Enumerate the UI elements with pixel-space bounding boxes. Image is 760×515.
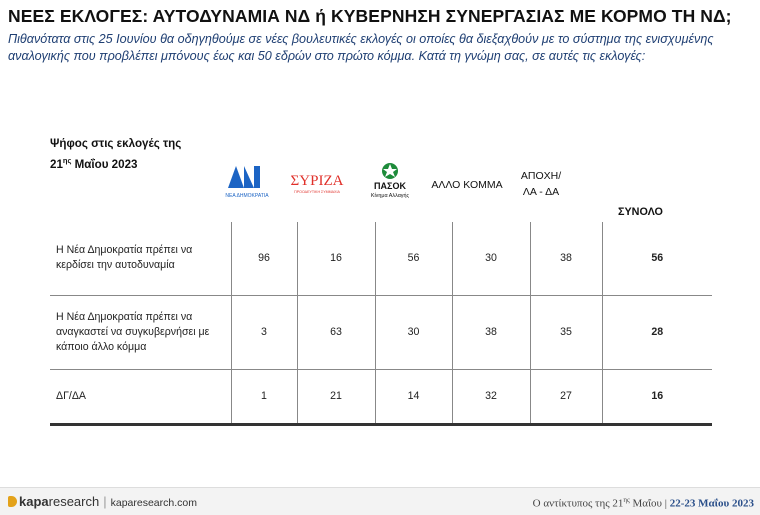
vote-header — [50, 135, 181, 173]
brand-logo-icon — [8, 496, 17, 507]
footer-caption — [533, 496, 754, 510]
table-row — [50, 369, 712, 424]
pasok-logo-caption: Κίνημα Αλλαγής — [370, 193, 410, 199]
vote-header-line1: Ψήφος στις εκλογές της — [50, 137, 182, 150]
footer-caption-prefix: Ο αντίκτυπος της 21 — [532, 497, 624, 510]
cell-pasok: 56 — [375, 222, 452, 295]
syriza-logo-icon — [287, 168, 347, 198]
footer-bar — [0, 487, 760, 515]
cell-allo: 30 — [452, 222, 530, 295]
cell-allo: 32 — [452, 369, 530, 424]
page-subtitle: Πιθανότατα στις 25 Ιουνίου θα οδηγηθούμε σε νέες βουλευτικές εκλογές οι οποίες θα διεξαχθούν με το σύστημα της ενισχυμένης αναλογικής που προβλέπει μπόνους έως και 50 εδρών στο πρώτο κόμμα. Κατά τη γνώμη σας, σε αυτές τις εκλογές: — [8, 32, 714, 63]
cell-apoxi: 27 — [530, 369, 602, 424]
vote-header-day: 21 — [50, 157, 63, 171]
cell-nd: 1 — [231, 369, 297, 424]
nd-logo — [224, 160, 270, 200]
pasok-logo — [369, 161, 411, 203]
brand-url[interactable]: kaparesearch.com — [110, 497, 197, 509]
syriza-logo-mark: ΣΥΡΙΖΑ — [290, 173, 344, 189]
brand — [8, 494, 197, 509]
col-allo-label: ΑΛΛΟ ΚΟΜΜΑ — [431, 179, 503, 191]
cell-nd: 96 — [231, 222, 297, 295]
row-label: ΔΓ/ΔΑ — [50, 369, 231, 424]
vote-header-line2 — [50, 152, 181, 173]
cell-syriza: 63 — [297, 295, 375, 369]
pasok-logo-mark: ΠΑΣΟΚ — [374, 181, 406, 191]
nd-logo-caption: ΝΕΑ ΔΗΜΟΚΡΑΤΙΑ — [225, 193, 269, 199]
vote-header-month: Μαΐου 2023 — [74, 157, 138, 171]
col-total-label: ΣΥΝΟΛΟ — [618, 206, 663, 218]
col-apoxi-label — [505, 168, 577, 200]
nd-logo-icon — [224, 160, 270, 200]
vote-header-day-sup: ης — [62, 156, 72, 165]
footer-caption-mid: Μαΐου | — [629, 497, 670, 510]
syriza-logo-caption: ΠΡΟΟΔΕΥΤΙΚΗ ΣΥΜΜΑΧΙΑ — [294, 190, 340, 194]
page-title: ΝΕΕΣ ΕΚΛΟΓΕΣ: ΑΥΤΟΔΥΝΑΜΙΑ ΝΔ ή ΚΥΒΕΡΝΗΣΗ ΣΥΝΕΡΓΑΣΙΑΣ ΜΕ ΚΟΡΜΟ ΤΗ ΝΔ; — [8, 6, 732, 26]
row-label: Η Νέα Δημοκρατία πρέπει να κερδίσει την αυτοδυναμία — [50, 222, 231, 295]
cell-total: 16 — [602, 369, 712, 424]
cell-total: 28 — [602, 295, 712, 369]
col-apoxi-line1: ΑΠΟΧΗ/ — [520, 170, 562, 182]
row-label: Η Νέα Δημοκρατία πρέπει να αναγκαστεί να συγκυβερνήσει με κάποιο άλλο κόμμα — [50, 295, 231, 369]
cell-allo: 38 — [452, 295, 530, 369]
brand-name-bold: kapa — [19, 494, 49, 509]
cell-total: 56 — [602, 222, 712, 295]
pasok-logo-icon — [369, 161, 411, 203]
cell-pasok: 14 — [375, 369, 452, 424]
col-apoxi-line2: ΛΑ - ΔΑ — [522, 186, 560, 198]
results-table — [50, 222, 712, 426]
footer-caption-sup: ης — [623, 496, 630, 504]
table-row — [50, 222, 712, 295]
brand-name-rest: research — [48, 494, 100, 509]
syriza-logo — [287, 168, 347, 198]
cell-apoxi: 38 — [530, 222, 602, 295]
footer-caption-dates: 22-23 Μαΐου 2023 — [669, 497, 754, 510]
cell-syriza: 16 — [297, 222, 375, 295]
cell-pasok: 30 — [375, 295, 452, 369]
cell-nd: 3 — [231, 295, 297, 369]
table-row — [50, 295, 712, 369]
brand-separator: | — [103, 494, 107, 509]
cell-apoxi: 35 — [530, 295, 602, 369]
cell-syriza: 21 — [297, 369, 375, 424]
